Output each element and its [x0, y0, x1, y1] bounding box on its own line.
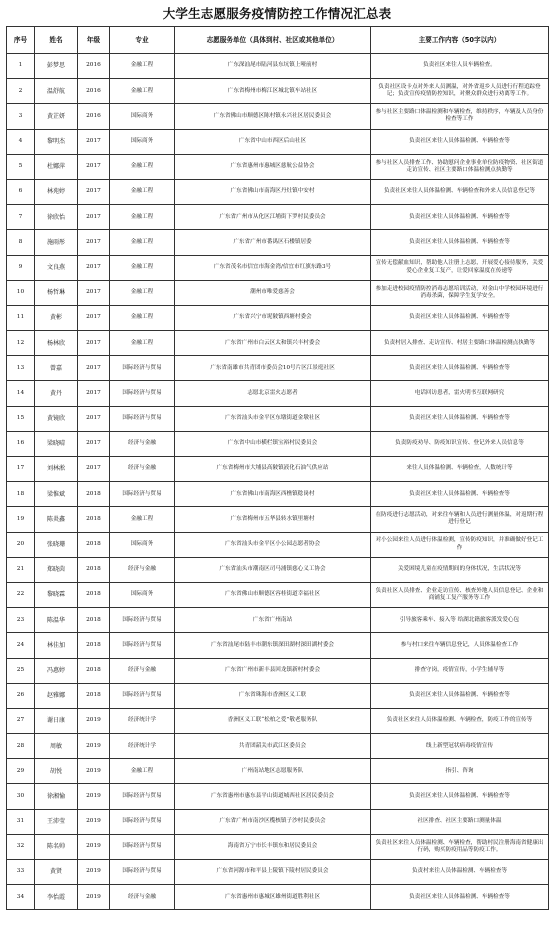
table-row [7, 356, 549, 381]
cell-year: 2018 [78, 658, 110, 683]
cell-work: 宣传无偿献血知识，帮助他人注册上志愿，开展爱心接待服务，关爱爱心企业复工复产，让爱回家温度在传递等 [371, 255, 549, 280]
cell-unit: 广东省佛山市南海区丹灶镇中安村 [175, 179, 371, 204]
cell-work: 负责社区来往人员体温检测、车辆检查，防疫工作的宣传等 [371, 708, 549, 733]
cell-unit: 广东省佛山市顺德区容桂街道幸福社区 [175, 582, 371, 607]
cell-no: 24 [7, 633, 35, 658]
cell-name: 黄彬 [35, 305, 78, 330]
cell-year: 2019 [78, 734, 110, 759]
header-work: 主要工作内容（50字以内） [371, 27, 549, 54]
cell-work: 负责社区来往人员车辆检查。 [371, 54, 549, 79]
cell-no: 31 [7, 809, 35, 834]
cell-year: 2017 [78, 255, 110, 280]
cell-name: 张晓珊 [35, 532, 78, 557]
cell-no: 21 [7, 557, 35, 582]
cell-name: 陈名帅 [35, 834, 78, 859]
cell-unit: 广东省广州南站 [175, 608, 371, 633]
header-major: 专业 [110, 27, 175, 54]
cell-name: 王沛莹 [35, 809, 78, 834]
cell-no: 28 [7, 734, 35, 759]
cell-no: 20 [7, 532, 35, 557]
cell-major: 金融工程 [110, 205, 175, 230]
cell-unit: 广东省河源市和平县上陵镇下陵村居民委员会 [175, 860, 371, 885]
cell-major: 金融工程 [110, 54, 175, 79]
cell-major: 经济与金融 [110, 431, 175, 456]
cell-no: 1 [7, 54, 35, 79]
cell-name: 杜娜萍 [35, 154, 78, 179]
cell-year: 2016 [78, 104, 110, 129]
cell-work: 社区排查、社区主要路口测量体温 [371, 809, 549, 834]
cell-unit: 广东省梅州市大埔县高陂镇液化石油气供应站 [175, 457, 371, 482]
table-row [7, 582, 549, 607]
cell-work: 排查守岗，疫情宣传，小学生辅导等 [371, 658, 549, 683]
cell-work: 负责社区来往人员体温检测、车辆检查和外来人员信息登记等 [371, 179, 549, 204]
cell-unit: 潮州市唯爱慈善会 [175, 280, 371, 305]
cell-work: 负责社区来往人员体温检测、车辆检查等 [371, 205, 549, 230]
cell-year: 2019 [78, 759, 110, 784]
cell-no: 33 [7, 860, 35, 885]
cell-name: 杨哲琳 [35, 280, 78, 305]
cell-unit: 广东省惠州市惠城区慈航公益协会 [175, 154, 371, 179]
table-row [7, 79, 549, 104]
cell-no: 25 [7, 658, 35, 683]
cell-work: 对小公园来往人员进行体温检测，宣传防疫知识，并准确做好登记工作 [371, 532, 549, 557]
cell-unit: 广东省南雄市共青团市委员会10号片区江景庭社区 [175, 356, 371, 381]
cell-work: 负责村来往人员体温检测、车辆检查等 [371, 860, 549, 885]
volunteer-summary-table [6, 26, 549, 910]
cell-no: 2 [7, 79, 35, 104]
cell-year: 2019 [78, 860, 110, 885]
cell-name: 梁晓晴 [35, 431, 78, 456]
cell-major: 金融工程 [110, 759, 175, 784]
cell-year: 2017 [78, 331, 110, 356]
cell-year: 2018 [78, 532, 110, 557]
table-row [7, 708, 549, 733]
table-row [7, 129, 549, 154]
page-title: 大学生志愿服务疫情防控工作情况汇总表 [162, 6, 392, 21]
cell-year: 2017 [78, 154, 110, 179]
cell-no: 12 [7, 331, 35, 356]
cell-year: 2017 [78, 230, 110, 255]
cell-major: 国际商务 [110, 104, 175, 129]
cell-major: 国际经济与贸易 [110, 860, 175, 885]
cell-major: 国际经济与贸易 [110, 608, 175, 633]
cell-major: 国际经济与贸易 [110, 784, 175, 809]
table-row [7, 734, 549, 759]
cell-year: 2016 [78, 54, 110, 79]
cell-name: 黎晓霖 [35, 582, 78, 607]
cell-name: 徐湘愉 [35, 784, 78, 809]
cell-work: 负责村居入排查、走访宣传、村居主要路口体温检测点执勤等 [371, 331, 549, 356]
cell-unit: 广东省兴宁市坭陂镇西塘村委会 [175, 305, 371, 330]
cell-name: 谢日康 [35, 708, 78, 733]
table-header-row [7, 27, 549, 54]
cell-unit: 广东省佛山市南海区西樵镇稔岗村 [175, 482, 371, 507]
cell-work: 引导旅客乘车、接入等 给湖北籍旅客派发爱心包 [371, 608, 549, 633]
cell-work: 负责社区来往人员体温检测、车辆检查等 [371, 356, 549, 381]
cell-year: 2017 [78, 179, 110, 204]
cell-unit: 志愿北京雷火志愿者 [175, 381, 371, 406]
cell-unit: 广州南站地区志愿服务队 [175, 759, 371, 784]
cell-name: 郑晓茵 [35, 557, 78, 582]
table-row [7, 406, 549, 431]
table-row [7, 482, 549, 507]
table-body [7, 54, 549, 910]
cell-work: 关爱困境儿童在疫情期间的身体状况，生活状况等 [371, 557, 549, 582]
cell-major: 经济与金融 [110, 557, 175, 582]
table-row [7, 633, 549, 658]
cell-work: 负责社区来往人员体温检测、车辆检查等 [371, 305, 549, 330]
table-row [7, 784, 549, 809]
cell-no: 6 [7, 179, 35, 204]
cell-name: 赵雅娜 [35, 683, 78, 708]
cell-no: 32 [7, 834, 35, 859]
cell-unit: 广东省汕尾市陆丰市潮东镇深田湖村深田湖村委会 [175, 633, 371, 658]
table-row [7, 305, 549, 330]
cell-work: 在防疫进行志愿活动，对来往车辆和人员进行测量体温，对返期行程进行登记 [371, 507, 549, 532]
cell-year: 2018 [78, 608, 110, 633]
cell-unit: 广东省珠海市香洲区义工联 [175, 683, 371, 708]
cell-major: 金融工程 [110, 507, 175, 532]
cell-unit: 广东省广州市番禺区石楼镇居委 [175, 230, 371, 255]
cell-year: 2019 [78, 784, 110, 809]
cell-name: 胡悦 [35, 759, 78, 784]
cell-no: 27 [7, 708, 35, 733]
cell-no: 30 [7, 784, 35, 809]
cell-name: 彭梦思 [35, 54, 78, 79]
table-row [7, 431, 549, 456]
cell-work: 负责社区来往人员体温检测、车辆检查等 [371, 406, 549, 431]
cell-unit: 广东省汕头市潮南区司马浦镇慈心义工协会 [175, 557, 371, 582]
table-row [7, 381, 549, 406]
cell-name: 施雨彤 [35, 230, 78, 255]
cell-year: 2017 [78, 381, 110, 406]
cell-work: 负责社区来往人员体温检测、车辆检查等 [371, 230, 549, 255]
cell-no: 15 [7, 406, 35, 431]
cell-work: 负责社区来往人员体温检测、车辆检查等 [371, 129, 549, 154]
cell-year: 2018 [78, 582, 110, 607]
table-row [7, 860, 549, 885]
cell-work: 电话回访患者，雷火明书互联网研究 [371, 381, 549, 406]
cell-name: 黎明杰 [35, 129, 78, 154]
cell-name: 刘林淞 [35, 457, 78, 482]
cell-year: 2018 [78, 507, 110, 532]
cell-major: 经济统计学 [110, 734, 175, 759]
cell-name: 温舒航 [35, 79, 78, 104]
cell-work: 负责社区人员排查、企业走访宣传、核查外地人员信息登记、企业和商铺复工复产服务等工作 [371, 582, 549, 607]
cell-major: 经济统计学 [110, 708, 175, 733]
cell-year: 2017 [78, 356, 110, 381]
cell-name: 林苑婷 [35, 179, 78, 204]
cell-major: 国际商务 [110, 129, 175, 154]
cell-year: 2018 [78, 683, 110, 708]
cell-work: 负责社区来往人员体温检测、车辆检查等 [371, 885, 549, 910]
cell-no: 19 [7, 507, 35, 532]
cell-name: 黄芷妍 [35, 104, 78, 129]
cell-work: 负责社区来往人员体温检测、车辆检查，帮助村民注册海南省健康出行码，购买防疫用品等防疫工作。 [371, 834, 549, 859]
cell-no: 11 [7, 305, 35, 330]
cell-unit: 广东省中山市横栏镇宝裕村民委员会 [175, 431, 371, 456]
table-row [7, 759, 549, 784]
cell-name: 黄丹 [35, 381, 78, 406]
table-row [7, 557, 549, 582]
cell-year: 2017 [78, 280, 110, 305]
cell-year: 2019 [78, 809, 110, 834]
cell-year: 2017 [78, 305, 110, 330]
cell-name: 曾嘉 [35, 356, 78, 381]
cell-year: 2017 [78, 457, 110, 482]
cell-year: 2017 [78, 431, 110, 456]
cell-work: 指引、咨询 [371, 759, 549, 784]
cell-unit: 广东省惠州市惠东县平山街道城西社区居民委员会 [175, 784, 371, 809]
cell-year: 2018 [78, 557, 110, 582]
cell-unit: 广东省汕头市金平区东墩街道金墩社区 [175, 406, 371, 431]
header-unit: 志愿服务单位（具体到村、社区或其他单位） [175, 27, 371, 54]
table-row [7, 179, 549, 204]
cell-year: 2017 [78, 129, 110, 154]
cell-year: 2016 [78, 79, 110, 104]
header-no: 序号 [7, 27, 35, 54]
cell-name: 黄镜欣 [35, 406, 78, 431]
cell-unit: 广东省梅州市梅江区城北镇车站社区 [175, 79, 371, 104]
cell-name: 黄贤 [35, 860, 78, 885]
header-name: 姓名 [35, 27, 78, 54]
cell-no: 34 [7, 885, 35, 910]
cell-no: 22 [7, 582, 35, 607]
cell-unit: 广东深汕尾市陆河县东坑镇上哑前村 [175, 54, 371, 79]
table-row [7, 834, 549, 859]
cell-major: 经济与金融 [110, 658, 175, 683]
cell-major: 国际商务 [110, 532, 175, 557]
table-row [7, 154, 549, 179]
cell-unit: 共青团韶关市武江区委员会 [175, 734, 371, 759]
cell-name: 陈炎鑫 [35, 507, 78, 532]
cell-work: 参与村口来往车辆信息登记，人员体温检查工作 [371, 633, 549, 658]
cell-unit: 广东省惠州市惠城区雄州街道胜利社区 [175, 885, 371, 910]
cell-no: 26 [7, 683, 35, 708]
cell-unit: 广东省中山市西区后山社区 [175, 129, 371, 154]
cell-unit: 香洲区义工联“松柏之爱”敬老服务队 [175, 708, 371, 733]
cell-name: 林佳加 [35, 633, 78, 658]
cell-name: 冯惠婷 [35, 658, 78, 683]
cell-name: 梁惟斌 [35, 482, 78, 507]
cell-work: 来往人员体温检测、车辆检查，人数统计等 [371, 457, 549, 482]
cell-unit: 海南省万宁市长丰镇东和居民委员会 [175, 834, 371, 859]
cell-work: 负责社区来往人员体温检测、车辆检查等 [371, 784, 549, 809]
cell-no: 17 [7, 457, 35, 482]
table-row [7, 54, 549, 79]
cell-no: 13 [7, 356, 35, 381]
cell-year: 2018 [78, 633, 110, 658]
table-row [7, 230, 549, 255]
cell-unit: 广东省茂名市信宜市海金湾/信宜市红旗东路3号 [175, 255, 371, 280]
cell-major: 金融工程 [110, 280, 175, 305]
table-row [7, 532, 549, 557]
cell-name: 陈温华 [35, 608, 78, 633]
cell-unit: 广东省广州市白云区太和镇兴丰村委会 [175, 331, 371, 356]
cell-unit: 广东省广州市南沙区榄核镇子沙村民委员会 [175, 809, 371, 834]
cell-work: 负责社区来往人员体温检测、车辆检查等 [371, 482, 549, 507]
cell-no: 23 [7, 608, 35, 633]
table-row [7, 507, 549, 532]
cell-major: 金融工程 [110, 331, 175, 356]
cell-major: 国际经济与贸易 [110, 356, 175, 381]
cell-no: 5 [7, 154, 35, 179]
cell-unit: 广东省汕头市金平区小公园志愿者协会 [175, 532, 371, 557]
cell-name: 文良燕 [35, 255, 78, 280]
table-row [7, 457, 549, 482]
table-row [7, 104, 549, 129]
cell-major: 金融工程 [110, 255, 175, 280]
cell-work: 负责社区来往人员体温检测、车辆检查等 [371, 683, 549, 708]
cell-year: 2019 [78, 708, 110, 733]
cell-no: 9 [7, 255, 35, 280]
cell-major: 国际商务 [110, 582, 175, 607]
table-row [7, 885, 549, 910]
table-row [7, 205, 549, 230]
table-row [7, 608, 549, 633]
cell-no: 4 [7, 129, 35, 154]
cell-unit: 广东省梅州市五华县转水镇里塘村 [175, 507, 371, 532]
cell-major: 金融工程 [110, 305, 175, 330]
cell-no: 10 [7, 280, 35, 305]
table-row [7, 280, 549, 305]
cell-major: 国际经济与贸易 [110, 633, 175, 658]
cell-no: 16 [7, 431, 35, 456]
cell-unit: 广东省广州市新丰县回龙镇新村村委会 [175, 658, 371, 683]
table-row [7, 658, 549, 683]
cell-name: 徐欣怡 [35, 205, 78, 230]
cell-work: 负责社区设卡点对外来人员测温，对外省返乡人员进行行程追踪登记；负责宣传疫情防控知识，对聚众群众进行劝离等工作。 [371, 79, 549, 104]
header-year: 年级 [78, 27, 110, 54]
cell-work: 参与社区主要路口体温检测和车辆检查，维持秩序，车辆及人员身份检查等工作 [371, 104, 549, 129]
cell-major: 国际经济与贸易 [110, 406, 175, 431]
cell-no: 7 [7, 205, 35, 230]
cell-major: 国际经济与贸易 [110, 482, 175, 507]
cell-major: 金融工程 [110, 154, 175, 179]
cell-work: 负责防疫劝导、防疫知识宣传、登记外来人员信息等 [371, 431, 549, 456]
cell-no: 8 [7, 230, 35, 255]
cell-major: 国际经济与贸易 [110, 809, 175, 834]
table-row [7, 809, 549, 834]
cell-work: 线上新型冠状病毒疫情宣传 [371, 734, 549, 759]
cell-no: 14 [7, 381, 35, 406]
table-row [7, 683, 549, 708]
cell-major: 国际经济与贸易 [110, 834, 175, 859]
cell-name: 李怡霞 [35, 885, 78, 910]
cell-year: 2017 [78, 406, 110, 431]
cell-year: 2017 [78, 205, 110, 230]
cell-name: 周敏 [35, 734, 78, 759]
cell-name: 杨林欣 [35, 331, 78, 356]
cell-unit: 广东省佛山市顺德区陈村镇永兴社区居民委员会 [175, 104, 371, 129]
cell-major: 国际经济与贸易 [110, 683, 175, 708]
table-row [7, 255, 549, 280]
cell-major: 国际经济与贸易 [110, 381, 175, 406]
cell-year: 2019 [78, 834, 110, 859]
cell-major: 经济与金融 [110, 457, 175, 482]
cell-major: 金融工程 [110, 230, 175, 255]
cell-work: 参加走进校园疫情防控消毒志愿培训活动，对金山中学校园环境进行消毒杀菌，保障学生复学安全。 [371, 280, 549, 305]
cell-year: 2018 [78, 482, 110, 507]
cell-no: 29 [7, 759, 35, 784]
cell-year: 2019 [78, 885, 110, 910]
cell-unit: 广东省广州市从化区江埔街下罗村民委员会 [175, 205, 371, 230]
cell-major: 金融工程 [110, 79, 175, 104]
cell-major: 金融工程 [110, 179, 175, 204]
cell-major: 经济与金融 [110, 885, 175, 910]
cell-work: 参与社区人员排查工作、协助慰问企业事业单位防疫物资、社区街道走访宣传、社区主要路口体温检测点执勤等 [371, 154, 549, 179]
cell-no: 18 [7, 482, 35, 507]
cell-no: 3 [7, 104, 35, 129]
table-row [7, 331, 549, 356]
